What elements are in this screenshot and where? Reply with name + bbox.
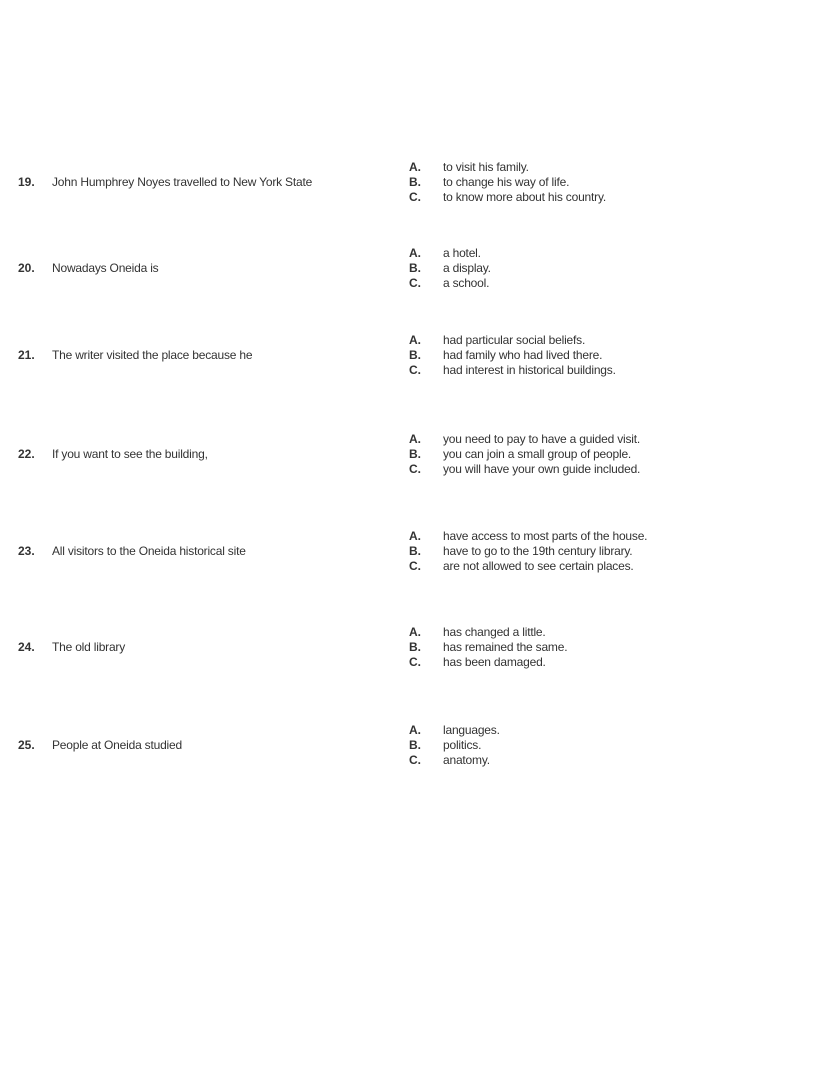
option-letter: A. (409, 432, 421, 446)
answer-option[interactable] (409, 723, 809, 738)
question-stem: People at Oneida studied (52, 738, 182, 752)
option-text: have access to most parts of the house. (443, 529, 648, 543)
answer-option[interactable] (409, 261, 809, 276)
option-text: you will have your own guide included. (443, 462, 641, 476)
question-stem: If you want to see the building, (52, 447, 208, 461)
option-text: a hotel. (443, 246, 481, 260)
answer-option[interactable] (409, 276, 809, 291)
option-text: to change his way of life. (443, 175, 570, 189)
answer-option[interactable] (409, 529, 809, 544)
option-letter: C. (409, 190, 421, 204)
option-text: has been damaged. (443, 655, 546, 669)
answer-option[interactable] (409, 432, 809, 447)
option-letter: B. (409, 544, 421, 558)
question-21 (0, 333, 828, 378)
option-text: you need to pay to have a guided visit. (443, 432, 641, 446)
option-text: are not allowed to see certain places. (443, 559, 634, 573)
option-text: to visit his family. (443, 160, 529, 174)
option-letter: A. (409, 625, 421, 639)
question-23 (0, 529, 828, 574)
option-letter: A. (409, 333, 421, 347)
answer-option[interactable] (409, 246, 809, 261)
question-number: 24. (18, 640, 35, 654)
answer-option[interactable] (409, 753, 809, 768)
question-22 (0, 432, 828, 477)
option-letter: A. (409, 723, 421, 737)
option-letter: C. (409, 276, 421, 290)
question-stem: All visitors to the Oneida historical site (52, 544, 246, 558)
option-text: politics. (443, 738, 482, 752)
answer-option[interactable] (409, 655, 809, 670)
option-letter: B. (409, 447, 421, 461)
option-text: you can join a small group of people. (443, 447, 632, 461)
option-text: a school. (443, 276, 490, 290)
question-number: 21. (18, 348, 35, 362)
answer-option[interactable] (409, 462, 809, 477)
answer-option[interactable] (409, 544, 809, 559)
question-number: 19. (18, 175, 35, 189)
question-number: 23. (18, 544, 35, 558)
question-number: 20. (18, 261, 35, 275)
option-letter: B. (409, 738, 421, 752)
option-text: a display. (443, 261, 491, 275)
option-letter: A. (409, 160, 421, 174)
option-letter: A. (409, 529, 421, 543)
answer-option[interactable] (409, 738, 809, 753)
answer-option[interactable] (409, 640, 809, 655)
answer-option[interactable] (409, 175, 809, 190)
option-text: anatomy. (443, 753, 490, 767)
option-text: had interest in historical buildings. (443, 363, 616, 377)
option-text: had particular social beliefs. (443, 333, 586, 347)
question-19 (0, 160, 828, 205)
answer-option[interactable] (409, 559, 809, 574)
answer-option[interactable] (409, 333, 809, 348)
question-stem: The old library (52, 640, 126, 654)
option-text: has remained the same. (443, 640, 568, 654)
question-20 (0, 246, 828, 291)
question-number: 25. (18, 738, 35, 752)
option-letter: C. (409, 655, 421, 669)
option-letter: B. (409, 261, 421, 275)
answer-option[interactable] (409, 447, 809, 462)
question-25 (0, 723, 828, 768)
question-stem: The writer visited the place because he (52, 348, 253, 362)
answer-option[interactable] (409, 363, 809, 378)
option-text: to know more about his country. (443, 190, 606, 204)
option-text: had family who had lived there. (443, 348, 603, 362)
option-letter: C. (409, 363, 421, 377)
option-letter: C. (409, 559, 421, 573)
question-number: 22. (18, 447, 35, 461)
option-letter: C. (409, 462, 421, 476)
option-letter: B. (409, 348, 421, 362)
question-stem: John Humphrey Noyes travelled to New York State (52, 175, 313, 189)
option-letter: B. (409, 640, 421, 654)
option-text: have to go to the 19th century library. (443, 544, 633, 558)
option-text: has changed a little. (443, 625, 546, 639)
answer-option[interactable] (409, 625, 809, 640)
question-24 (0, 625, 828, 670)
question-stem: Nowadays Oneida is (52, 261, 159, 275)
option-letter: B. (409, 175, 421, 189)
option-letter: A. (409, 246, 421, 260)
option-text: languages. (443, 723, 500, 737)
answer-option[interactable] (409, 160, 809, 175)
answer-option[interactable] (409, 190, 809, 205)
answer-option[interactable] (409, 348, 809, 363)
option-letter: C. (409, 753, 421, 767)
